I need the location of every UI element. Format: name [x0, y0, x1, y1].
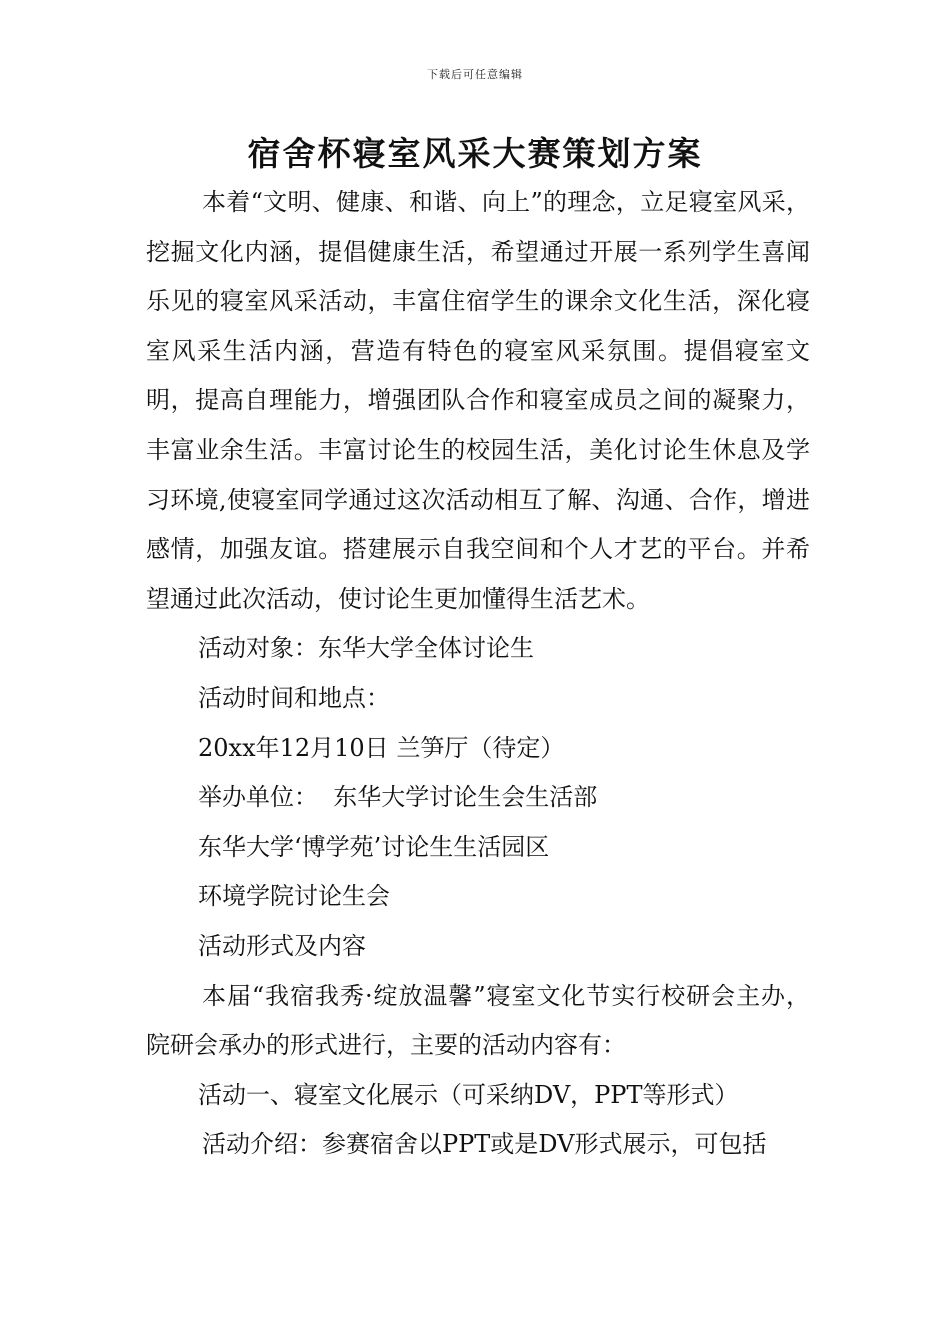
paragraph-organizer-2: 东华大学‘博学苑’讨论生生活园区	[198, 832, 550, 861]
paragraph-intro: 本着“文明、健康、和谐、向上”的理念，立足寝室风采，挖掘文化内涵，提倡健康生活，希望通过开展一系列学生喜闻乐见的寝室风采活动，丰富住宿学生的课余文化生活，深化寝室风采生活内涵，营造有特色的寝室风采氛围。提倡寝室文明，提高自理能力，增强团队合作和寝室成员之间的凝聚力，丰富业余生活。丰富讨论生的校园生活，美化讨论生休息及学习环境,使寝室同学通过这次活动相互了解、沟通、合作，增进感情，加强友谊。搭建展示自我空间和个人才艺的平台。并希望通过此次活动，使讨论生更加懂得生活艺术。	[146, 188, 810, 613]
paragraph-organizer: 举办单位： 东华大学讨论生会生活部	[198, 783, 598, 812]
document-title: 宿舍杯寝室风采大赛策划方案	[247, 134, 703, 173]
paragraph-time-place: 20xx年12月10日 兰笋厅（待定）	[198, 733, 565, 762]
paragraph-activity-target: 活动对象：东华大学全体讨论生	[198, 634, 534, 663]
document-body	[146, 178, 810, 1170]
page-header-note: 下载后可任意编辑	[427, 68, 523, 81]
paragraph-format-content: 本届“我宿我秀·绽放温馨”寝室文化节实行校研会主办，院研会承办的形式进行，主要的活动内容有：	[146, 981, 810, 1060]
paragraph-activity-intro: 活动介绍：参赛宿舍以PPT或是DV形式展示，可包括	[202, 1130, 767, 1159]
paragraph-organizer-3: 环境学院讨论生会	[198, 882, 390, 911]
paragraph-format-heading: 活动形式及内容	[198, 931, 366, 960]
paragraph-time-place-heading: 活动时间和地点：	[198, 683, 390, 712]
paragraph-activity-one: 活动一、寝室文化展示（可采纳DV，PPT等形式）	[198, 1080, 739, 1109]
